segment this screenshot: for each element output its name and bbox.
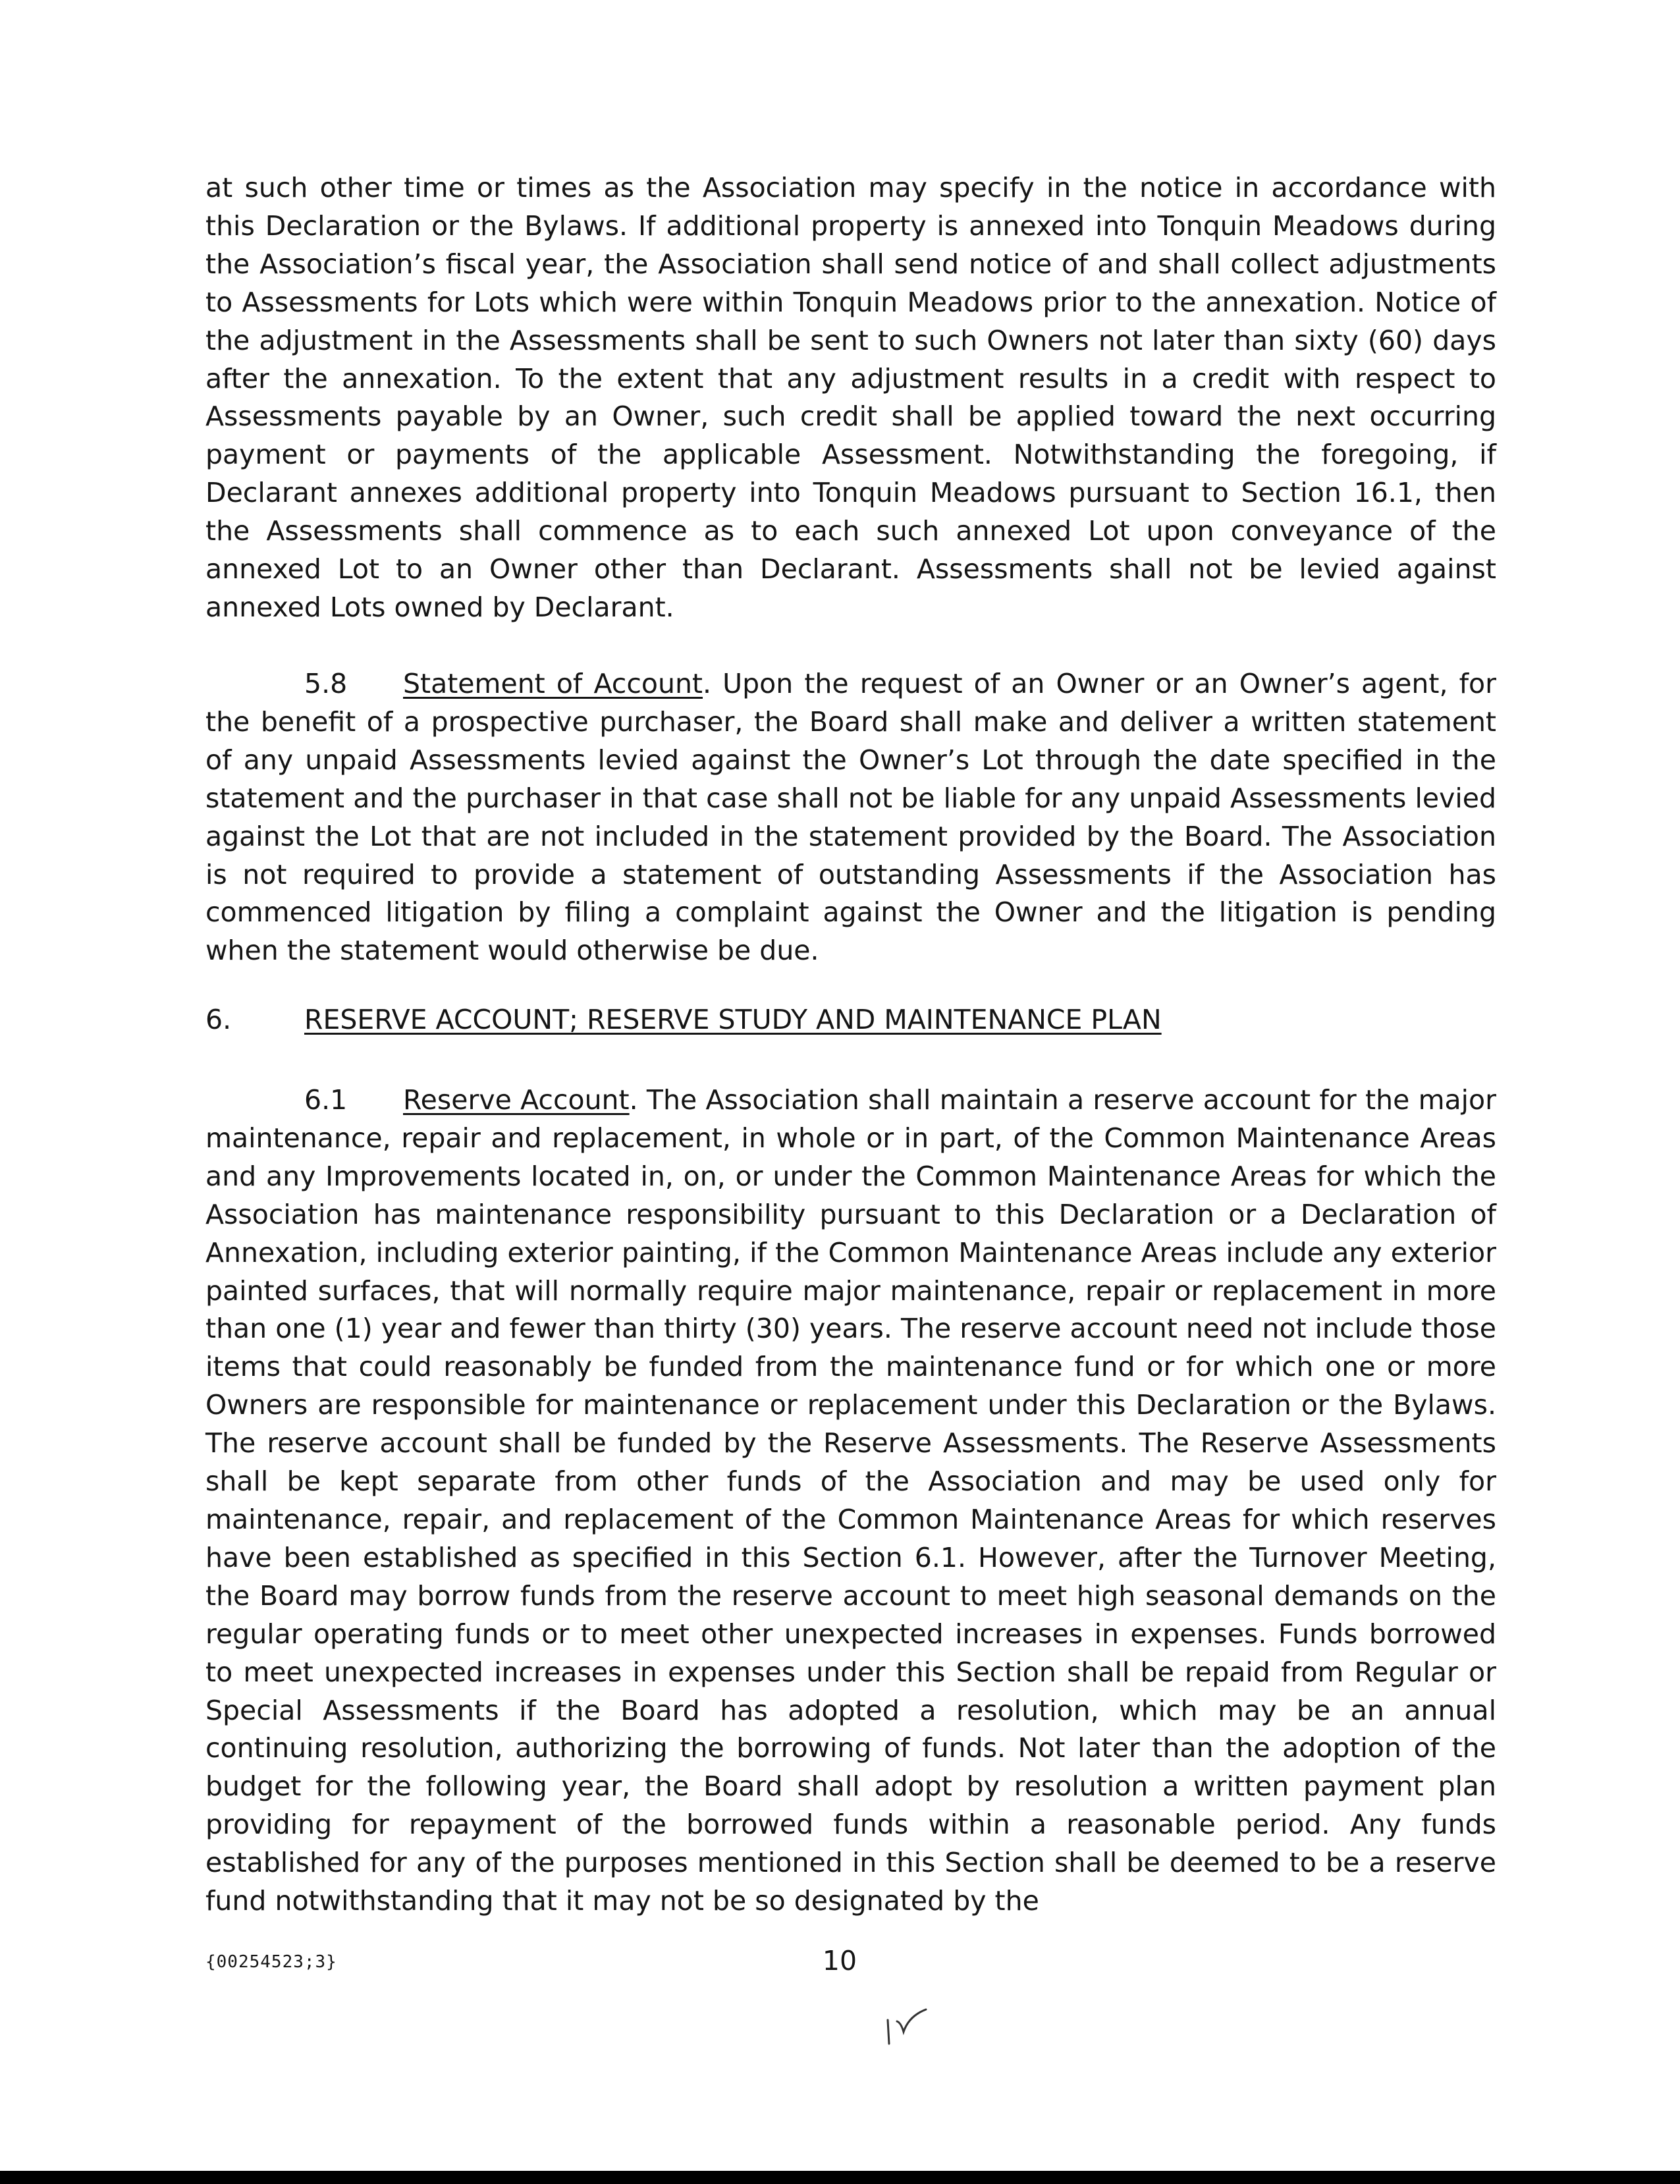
continuation-paragraph: at such other time or times as the Association may specify in the notice in accordance with this Declaration or the Bylaws. If additional property is annexed into Tonquin Meadows during the Association’s fiscal year, the Association shall send notice of and shall collect adjustments to Assessments for Lots which were within Tonquin Meadows prior to the annexation. Notice of the adjustment in the Assessments shall be sent to such Owners not later than sixty (60) days after the annexation. To the extent that any adjustment results in a credit with respect to Assessments payable by an Owner, such credit shall be applied toward the next occurring payment or payments of the applicable Assessment. Notwithstanding the foregoing, if Declarant annexes additional property into Tonquin Meadows pursuant to Section 16.1, then the Assessments shall commence as to each such annexed Lot upon conveyance of the annexed Lot to an Owner other than Declarant. Assessments shall not be levied against annexed Lots owned by Declarant. — [205, 172, 1496, 623]
scan-edge-bar — [0, 2171, 1680, 2184]
section-6-number: 6. — [205, 1004, 232, 1035]
section-6-1-title: Reserve Account — [403, 1084, 630, 1116]
handwritten-initials — [882, 2006, 935, 2058]
page-number: 10 — [822, 1945, 857, 1977]
section-5-8-body: . Upon the request of an Owner or an Owner’s agent, for the benefit of a prospective purchaser, the Board shall make and deliver a written statement of any unpaid Assessments levied against the Owner’s Lot through the date specified in the statement and the purchaser in that case shall not be liable for any unpaid Assessments levied against the Lot that are not included in the statement provided by the Board. The Association is not required to provide a statement of outstanding Assessments if the Association has commenced litigation by filing a complaint against the Owner and the litigation is pending when the statement would otherwise be due. — [205, 668, 1496, 967]
section-6-title: RESERVE ACCOUNT; RESERVE STUDY AND MAINTENANCE PLAN — [304, 1004, 1162, 1035]
section-6-1-number: 6.1 — [304, 1084, 348, 1116]
section-5-8-paragraph — [205, 665, 1496, 970]
section-5-8-number: 5.8 — [304, 668, 348, 699]
section-6-heading — [205, 1001, 1496, 1041]
section-5-8-title: Statement of Account — [403, 668, 703, 699]
section-6-1-paragraph — [205, 1081, 1496, 1921]
document-id: {00254523;3} — [205, 1952, 337, 1972]
section-6-1-body: . The Association shall maintain a reserve account for the major maintenance, repair and replacement, in whole or in part, of the Common Maintenance Areas and any Improvements located in, on, or under the Common Maintenance Areas for which the Association has maintenance responsibility pursuant to this Declaration or a Declaration of Annexation, including exterior painting, if the Common Maintenance Areas include any exterior painted surfaces, that will normally require major maintenance, repair or replacement in more than one (1) year and fewer than thirty (30) years. The reserve account need not include those items that could reasonably be funded from the maintenance fund or for which one or more Owners are responsible for maintenance or replacement under this Declaration or the Bylaws. The reserve account shall be funded by the Reserve Assessments. The Reserve Assessments shall be kept separate from other funds of the Association and may be used only for maintenance, repair, and replacement of the Common Maintenance Areas for which reserves have been established as specified in this Section 6.1. However, after the Turnover Meeting, the Board may borrow funds from the reserve account to meet high seasonal demands on the regular operating funds or to meet other unexpected increases in expenses. Funds borrowed to meet unexpected increases in expenses under this Section shall be repaid from Regular or Special Assessments if the Board has adopted a resolution, which may be an annual continuing resolution, authorizing the borrowing of funds. Not later than the adoption of the budget for the following year, the Board shall adopt by resolution a written payment plan providing for repayment of the borrowed funds within a reasonable period. Any funds established for any of the purposes mentioned in this Section shall be deemed to be a reserve fund notwithstanding that it may not be so designated by the — [205, 1084, 1497, 1917]
